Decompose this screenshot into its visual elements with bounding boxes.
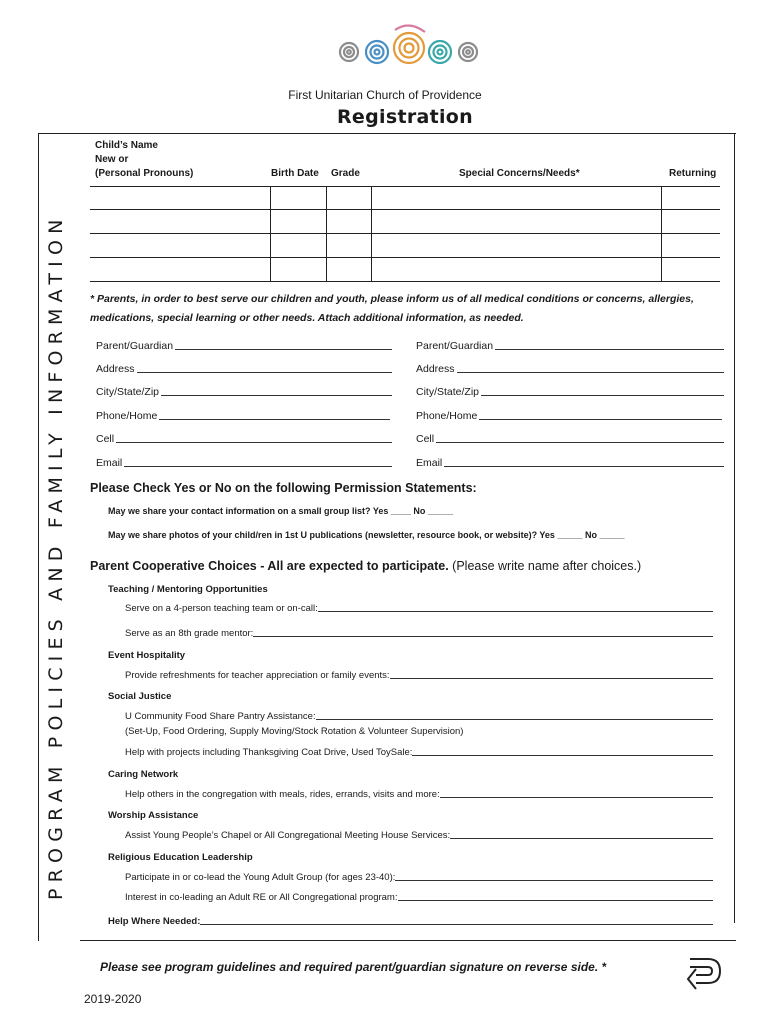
side-section-label: PROGRAM POLICIES AND FAMILY INFORMATION: [45, 213, 67, 900]
spiral-4-icon: [429, 41, 451, 63]
organization-name: First Unitarian Church of Providence: [288, 88, 482, 102]
guardian1-email-field[interactable]: Email: [96, 453, 392, 469]
spiral-3-icon: [394, 33, 424, 63]
form-year: 2019-2020: [84, 992, 142, 1006]
col-header-birth-date: Birth Date: [271, 168, 319, 179]
table-col-divider: [661, 186, 662, 282]
teaching-team-field[interactable]: Serve on a 4-person teaching team or on-call:: [125, 600, 713, 614]
guardian2-city-field[interactable]: City/State/Zip: [416, 382, 724, 398]
cooperative-heading: Parent Cooperative Choices - All are expected to participate. (Please write name after choices.): [90, 559, 642, 573]
caring-field[interactable]: Help others in the congregation with meals, rides, errands, visits and more:: [125, 786, 713, 800]
guardian2-address-field[interactable]: Address: [416, 359, 724, 375]
section-social-justice-title: Social Justice: [108, 691, 172, 702]
food-share-detail: (Set-Up, Food Ordering, Supply Moving/Stock Rotation & Volunteer Supervision): [125, 726, 464, 737]
guardian2-email-field[interactable]: Email: [416, 453, 724, 469]
col-header-grade: Grade: [331, 168, 360, 179]
section-worship-title: Worship Assistance: [108, 810, 199, 821]
help-where-needed-field[interactable]: Help Where Needed:: [108, 913, 713, 927]
section-teaching-title: Teaching / Mentoring Opportunities: [108, 584, 268, 595]
guardian1-name-field[interactable]: Parent/Guardian: [96, 336, 392, 352]
section-hospitality-title: Event Hospitality: [108, 650, 186, 661]
permissions-heading: Please Check Yes or No on the following Permission Statements:: [90, 481, 477, 495]
guardian1-phone-field[interactable]: Phone/Home: [96, 406, 390, 422]
page-title: Registration: [337, 106, 473, 128]
col-header-special-needs: Special Concerns/Needs*: [459, 168, 580, 179]
table-row-line-1[interactable]: [90, 209, 720, 210]
section-caring-title: Caring Network: [108, 769, 179, 780]
reverse-side-note: Please see program guidelines and required parent/guardian signature on reverse side. *: [100, 960, 607, 974]
refreshments-field[interactable]: Provide refreshments for teacher appreciation or family events:: [125, 667, 713, 681]
table-col-divider: [326, 186, 327, 282]
table-row-line-2[interactable]: [90, 233, 720, 234]
medical-concerns-note: * Parents, in order to best serve our children and youth, please inform us of all medical conditions or concerns, allergies, medications, special learning or other needs. Attach additional information, as needed.: [90, 293, 694, 324]
section-re-leadership-title: Religious Education Leadership: [108, 852, 253, 863]
col-header-child-name: Child’s Name New or (Personal Pronouns): [95, 140, 194, 179]
table-row-line-3[interactable]: [90, 257, 720, 258]
table-col-divider: [270, 186, 271, 282]
table-row-line-4[interactable]: [90, 281, 720, 282]
table-col-divider: [371, 186, 372, 282]
spiral-1-icon: [340, 43, 358, 61]
food-share-field[interactable]: U Community Food Share Pantry Assistance:: [125, 708, 713, 722]
guardian2-phone-field[interactable]: Phone/Home: [416, 406, 722, 422]
children-table: [90, 186, 720, 282]
mentor-field[interactable]: Serve as an 8th grade mentor:: [125, 625, 713, 639]
guardian1-address-field[interactable]: Address: [96, 359, 392, 375]
permission-contact-question[interactable]: May we share your contact information on a small group list? Yes ____ No _____: [108, 506, 453, 516]
guardian2-name-field[interactable]: Parent/Guardian: [416, 336, 724, 352]
table-rule: [90, 186, 720, 187]
spiral-5-icon: [459, 43, 477, 61]
frame-bottom-rule: [80, 940, 736, 941]
frame-right-border: [734, 133, 735, 923]
adult-re-field[interactable]: Interest in co-leading an Adult RE or All Congregational program:: [125, 889, 713, 903]
church-logo-spirals: [335, 22, 483, 80]
worship-field[interactable]: Assist Young People’s Chapel or All Congregational Meeting House Services:: [125, 827, 713, 841]
guardian2-cell-field[interactable]: Cell: [416, 429, 724, 445]
young-adult-field[interactable]: Participate in or co-lead the Young Adult Group (for ages 23-40):: [125, 869, 713, 883]
spiral-2-icon: [366, 41, 388, 63]
guardian1-cell-field[interactable]: Cell: [96, 429, 392, 445]
projects-field[interactable]: Help with projects including Thanksgiving Coat Drive, Used ToySale:: [125, 744, 713, 758]
turn-page-arrow-icon: [686, 953, 726, 991]
permission-photos-question[interactable]: May we share photos of your child/ren in 1st U publications (newsletter, resource book, or website)? Yes _____ No _____: [108, 530, 625, 540]
guardian1-city-field[interactable]: City/State/Zip: [96, 382, 392, 398]
col-header-returning: Returning: [669, 168, 717, 179]
spiral-accent-icon: [395, 25, 425, 32]
